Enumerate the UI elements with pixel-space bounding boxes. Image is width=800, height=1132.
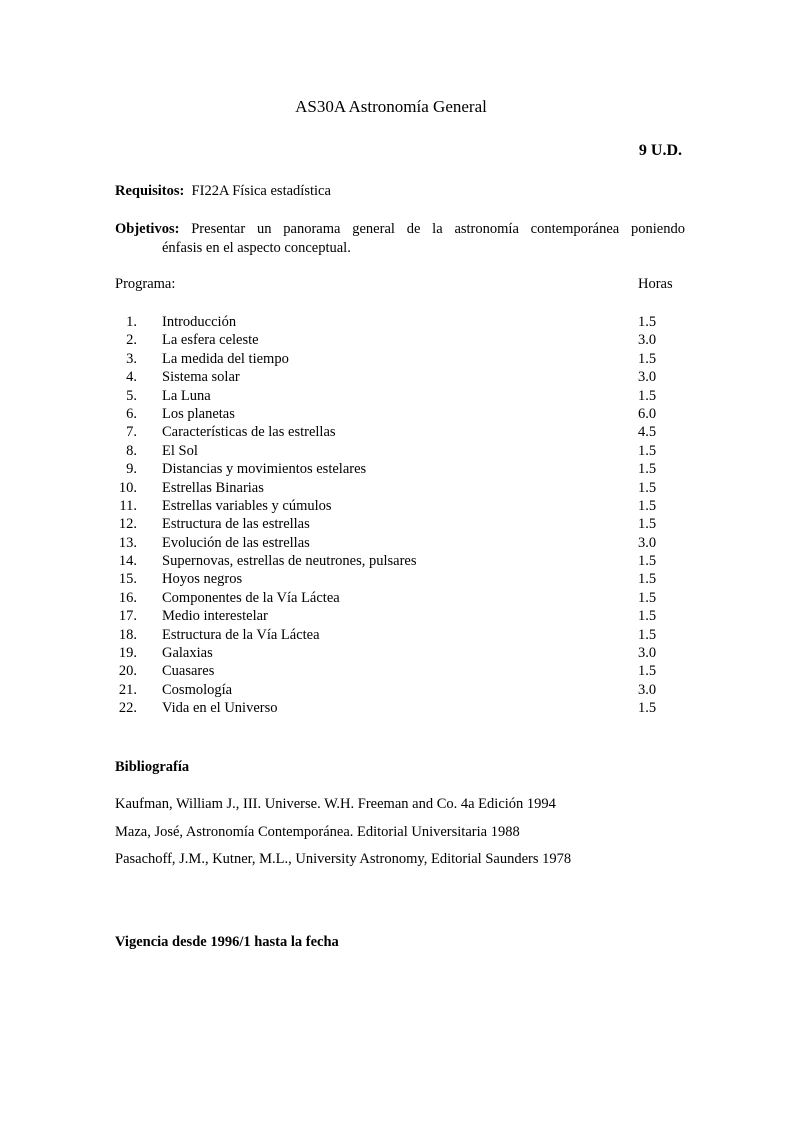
program-item-number: 20. — [118, 663, 137, 680]
program-row — [115, 644, 675, 662]
program-row — [115, 387, 675, 405]
program-item-topic: Distancias y movimientos estelares — [162, 461, 367, 478]
program-item-number: 15. — [118, 571, 137, 588]
program-item-topic: Componentes de la Vía Láctea — [162, 589, 340, 606]
program-item-number: 10. — [118, 479, 137, 496]
program-row — [115, 423, 675, 441]
program-item-number: 7. — [126, 424, 137, 441]
requirements — [115, 183, 331, 200]
program-item-number: 22. — [118, 700, 137, 717]
program-item-topic: Hoyos negros — [162, 571, 243, 588]
program-item-topic: Medio interestelar — [162, 608, 268, 625]
program-item-topic: Estructura de las estrellas — [162, 516, 310, 533]
program-item-number: 1. — [126, 314, 137, 330]
objectives-text-1: Presentar un panorama general de la astronomía contemporánea poniendo — [191, 221, 685, 237]
bibliography-list — [115, 795, 571, 878]
bibliography-item: Kaufman, William J., III. Universe. W.H. Freeman and Co. 4a Edición 1994 — [115, 796, 556, 812]
program-list — [115, 313, 675, 718]
objectives — [115, 220, 685, 258]
program-row — [115, 626, 675, 644]
program-item-hours: 1.5 — [638, 516, 657, 533]
requirements-value: FI22A Física estadística — [191, 183, 331, 199]
program-item-number: 17. — [118, 608, 137, 625]
program-row — [115, 589, 675, 607]
program-item-number: 19. — [118, 645, 137, 662]
program-item-hours: 1.5 — [638, 626, 657, 643]
program-item-number: 16. — [118, 589, 137, 606]
program-heading: Programa: — [115, 276, 176, 292]
program-item-topic: Cosmología — [162, 681, 233, 698]
program-item-number: 8. — [126, 442, 137, 459]
program-item-hours: 4.5 — [638, 424, 657, 441]
program-item-number: 11. — [119, 497, 137, 514]
validity-note: Vigencia desde 1996/1 hasta la fecha — [115, 934, 339, 950]
bibliography-item: Pasachoff, J.M., Kutner, M.L., University Astronomy, Editorial Saunders 1978 — [115, 851, 572, 867]
program-item-number: 18. — [118, 626, 137, 643]
program-row — [115, 479, 675, 497]
program-row — [115, 405, 675, 423]
program-item-number: 13. — [118, 534, 137, 551]
program-item-number: 2. — [126, 332, 137, 349]
program-item-topic: Evolución de las estrellas — [162, 534, 310, 551]
program-item-hours: 1.5 — [638, 553, 657, 570]
objectives-label: Objetivos: — [115, 221, 180, 237]
program-item-topic: La esfera celeste — [162, 332, 259, 349]
program-item-hours: 3.0 — [638, 534, 657, 551]
program-item-number: 14. — [118, 553, 137, 570]
program-item-topic: Introducción — [162, 314, 237, 330]
program-item-number: 5. — [126, 387, 137, 404]
program-item-topic: El Sol — [162, 442, 198, 459]
program-item-number: 12. — [118, 516, 137, 533]
program-row — [115, 570, 675, 588]
program-item-hours: 1.5 — [638, 461, 657, 478]
program-item-topic: Estrellas variables y cúmulos — [162, 497, 332, 514]
program-item-hours: 1.5 — [638, 663, 657, 680]
program-item-hours: 1.5 — [638, 589, 657, 606]
requirements-label: Requisitos: — [115, 183, 185, 199]
program-row — [115, 552, 675, 570]
program-row — [115, 350, 675, 368]
program-item-topic: Estructura de la Vía Láctea — [162, 626, 320, 643]
program-item-hours: 1.5 — [638, 571, 657, 588]
program-item-hours: 3.0 — [638, 369, 657, 386]
program-item-hours: 1.5 — [638, 608, 657, 625]
program-row — [115, 497, 675, 515]
program-item-hours: 1.5 — [638, 350, 657, 367]
program-item-topic: Los planetas — [162, 405, 235, 422]
program-item-hours: 1.5 — [638, 700, 657, 717]
program-row — [115, 534, 675, 552]
objectives-line-2: énfasis en el aspecto conceptual. — [162, 240, 351, 256]
program-item-number: 4. — [126, 369, 137, 386]
program-item-hours: 1.5 — [638, 442, 657, 459]
bibliography-heading: Bibliografía — [115, 759, 190, 775]
program-row — [115, 331, 675, 349]
program-item-topic: La Luna — [162, 387, 211, 404]
program-item-topic: Cuasares — [162, 663, 215, 680]
program-item-topic: Galaxias — [162, 645, 213, 662]
bibliography-item: Maza, José, Astronomía Contemporánea. Editorial Universitaria 1988 — [115, 823, 520, 840]
program-row — [115, 460, 675, 478]
program-item-topic: Supernovas, estrellas de neutrones, pulsares — [162, 553, 417, 570]
program-row — [115, 368, 675, 386]
program-item-hours: 3.0 — [638, 645, 657, 662]
page-title: AS30A Astronomía General — [295, 97, 487, 116]
program-row — [115, 515, 675, 533]
program-row — [115, 313, 675, 331]
program-item-hours: 3.0 — [638, 681, 657, 698]
program-row — [115, 681, 675, 699]
program-item-topic: Sistema solar — [162, 369, 240, 386]
program-item-hours: 1.5 — [638, 497, 657, 514]
program-item-hours: 6.0 — [638, 405, 657, 422]
program-item-number: 21. — [118, 681, 137, 698]
objectives-line-1 — [115, 220, 685, 239]
program-item-topic: Características de las estrellas — [162, 424, 336, 441]
program-item-number: 6. — [126, 405, 137, 422]
credit-units: 9 U.D. — [638, 142, 682, 159]
program-item-topic: Estrellas Binarias — [162, 479, 264, 496]
program-item-number: 3. — [126, 350, 137, 367]
program-item-hours: 1.5 — [638, 479, 657, 496]
program-item-hours: 1.5 — [638, 387, 657, 404]
program-item-hours: 1.5 — [638, 314, 657, 330]
program-row — [115, 607, 675, 625]
program-item-hours: 3.0 — [638, 332, 657, 349]
program-item-number: 9. — [126, 461, 137, 478]
program-row — [115, 699, 675, 717]
hours-heading: Horas — [638, 276, 673, 292]
program-row — [115, 662, 675, 680]
program-item-topic: La medida del tiempo — [162, 350, 289, 367]
program-row — [115, 442, 675, 460]
program-item-topic: Vida en el Universo — [162, 700, 278, 717]
